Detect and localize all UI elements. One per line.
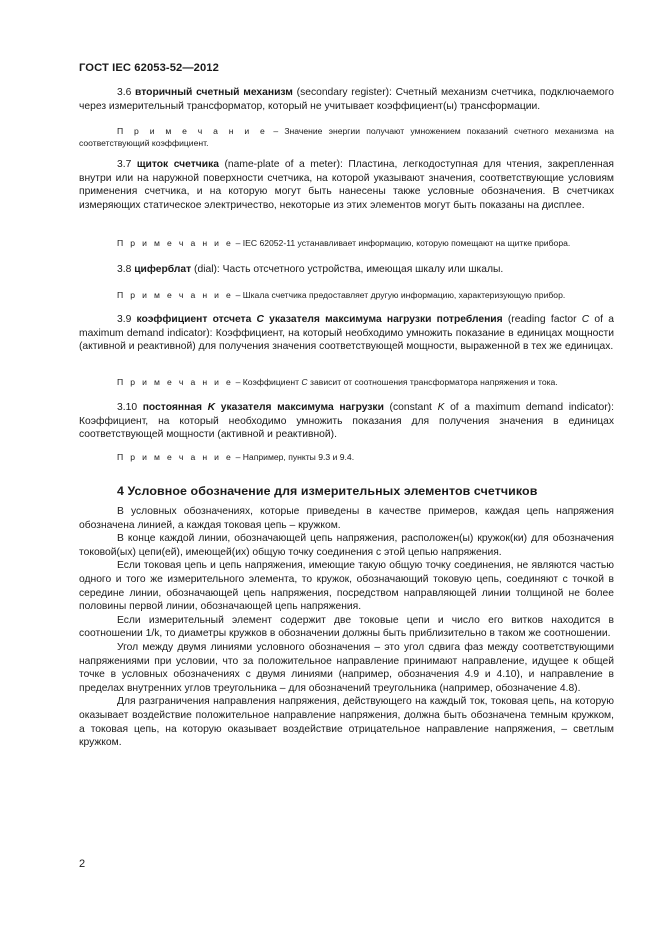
paragraph: Угол между двумя линиями условного обозначения – это угол сдвига фаз между соответствующими напряжениями при условии, что за положительное направление принимают направление, идущее к общей точке в условных обозначениях с двумя линиями (например, обозначения 4.9 и 4.10), и направление в пределах внутренних углов треугольника – для обозначений треугольника (например, обозначение 4.8). xyxy=(79,641,614,694)
definition-3-8 xyxy=(79,263,614,277)
paragraph: В конце каждой линии, обозначающей цепь напряжения, расположен(ы) кружок(ки) для обозначения токовой(ых) цепи(ей), имеющей(их) общую точку соединения с этой цепью напряжения. xyxy=(79,533,614,558)
term: постоянная K указателя максимума нагрузки xyxy=(142,402,384,413)
clause-number: 3.8 xyxy=(117,264,132,275)
symbol-k: K xyxy=(437,402,445,413)
clause-number: 3.9 xyxy=(117,314,132,325)
paragraph: Если токовая цепь и цепь напряжения, имеющие такую общую точку соединения, не являются частью одного и того же измерительного элемента, то кружок, обозначающий токовую цепь, соединяют с точкой в середине линии, обозначающей цепь напряжения, посредством направляющей линии толщиной не более половины первой линии, обозначающей цепь напряжения. xyxy=(79,560,614,613)
section-heading: 4 Условное обозначение для измерительных элементов счетчиков xyxy=(117,484,538,498)
clause-number: 3.7 xyxy=(117,159,132,170)
note-text: – Например, пункты 9.3 и 9.4. xyxy=(235,452,355,462)
definition-text: (constant xyxy=(383,402,438,413)
clause-number: 3.10 xyxy=(117,402,138,413)
note-text: – Шкала счетчика предоставляет другую информацию, характеризующую прибор. xyxy=(235,290,566,300)
definition-3-7 xyxy=(79,158,614,212)
symbol-c: C xyxy=(581,314,590,325)
definition-text: (name-plate of a meter): Пластина, легкодоступная для чтения, закрепленная внутри или на наружной поверхности счетчика, на которой указывают значения, соответствующие условиям применения счетчика, и на которую могут быть нанесены также условные обозначения. В счетчиках измеряющих статическое электричество, некоторые из этих элементов могут быть показаны на дисплее. xyxy=(79,159,614,211)
definition-text: (reading factor xyxy=(502,314,582,325)
note-3-10 xyxy=(79,452,614,464)
definition-3-6 xyxy=(79,86,614,113)
note-text: – IEC 62052-11 устанавливает информацию, которую помещают на щитке прибора. xyxy=(235,238,571,248)
paragraph: В условных обозначениях, которые приведены в качестве примеров, каждая цепь напряжения обозначена линией, а каждая токовая цепь – кружком. xyxy=(79,506,614,531)
note-3-6 xyxy=(79,126,614,149)
clause-number: 3.6 xyxy=(117,87,132,98)
definition-text: (dial): Часть отсчетного устройства, имеющая шкалу или шкалы. xyxy=(191,264,504,275)
term: вторичный счетный механизм xyxy=(135,87,293,98)
note-label: П р и м е ч а н и е xyxy=(117,238,234,248)
note-label: П р и м е ч а н и е xyxy=(117,290,234,300)
definition-3-9 xyxy=(79,313,614,354)
definition-text-cont: of a maximum demand indicator): Коэффициент, на который необходимо умножить показание в единицах мощности (активной и реактивной) для получения значения соответствующей мощности, выраженной в тех же единицах. xyxy=(79,314,614,353)
note-label: П р и м е ч а н и е xyxy=(117,377,234,387)
note-text: – Значение энергии получают умножением показаний счетного механизма на соответствующий коэффициент. xyxy=(79,126,615,148)
section-4 xyxy=(79,484,614,750)
term: коэффициент отсчета C указателя максимума нагрузки потребления xyxy=(136,314,503,325)
note-text: – Коэффициент C зависит от соотношения трансформатора напряжения и тока. xyxy=(235,377,558,387)
paragraph: Для разграничения направления напряжения, действующего на каждый ток, токовая цепь, на которую оказывает воздействие положительное направление напряжения, должна быть обозначена темным кружком, а токовая цепь, на которую оказывает воздействие отрицательное направление напряжения, – светлым кружком. xyxy=(79,696,614,749)
paragraph: Если измерительный элемент содержит две токовые цепи и число его витков находится в соотношении 1/k, то диаметры кружков в обозначении должны быть приблизительно в таком же соотношении. xyxy=(79,614,614,640)
document-header: ГОСТ IEC 62053-52—2012 xyxy=(79,62,219,74)
definition-text-cont: of a maximum demand indicator): Коэффициент, на который необходимо умножить показания для получения значения в единицах соответствующей мощности (активной и реактивной). xyxy=(79,402,614,441)
definition-3-10 xyxy=(79,401,614,442)
term: щиток счетчика xyxy=(136,159,219,170)
page-number: 2 xyxy=(79,858,86,870)
term: циферблат xyxy=(134,264,192,275)
note-label: П р и м е ч а н и е xyxy=(117,452,234,462)
note-3-7 xyxy=(79,238,614,250)
note-3-9 xyxy=(79,377,614,389)
note-3-8 xyxy=(79,290,614,302)
definition-text: (secondary register): Счетный механизм счетчика, подключаемого через измерительный трансформатор, который не учитывает коэффициент(ы) трансформации. xyxy=(79,87,614,112)
note-label: П р и м е ч а н и е xyxy=(117,126,268,136)
